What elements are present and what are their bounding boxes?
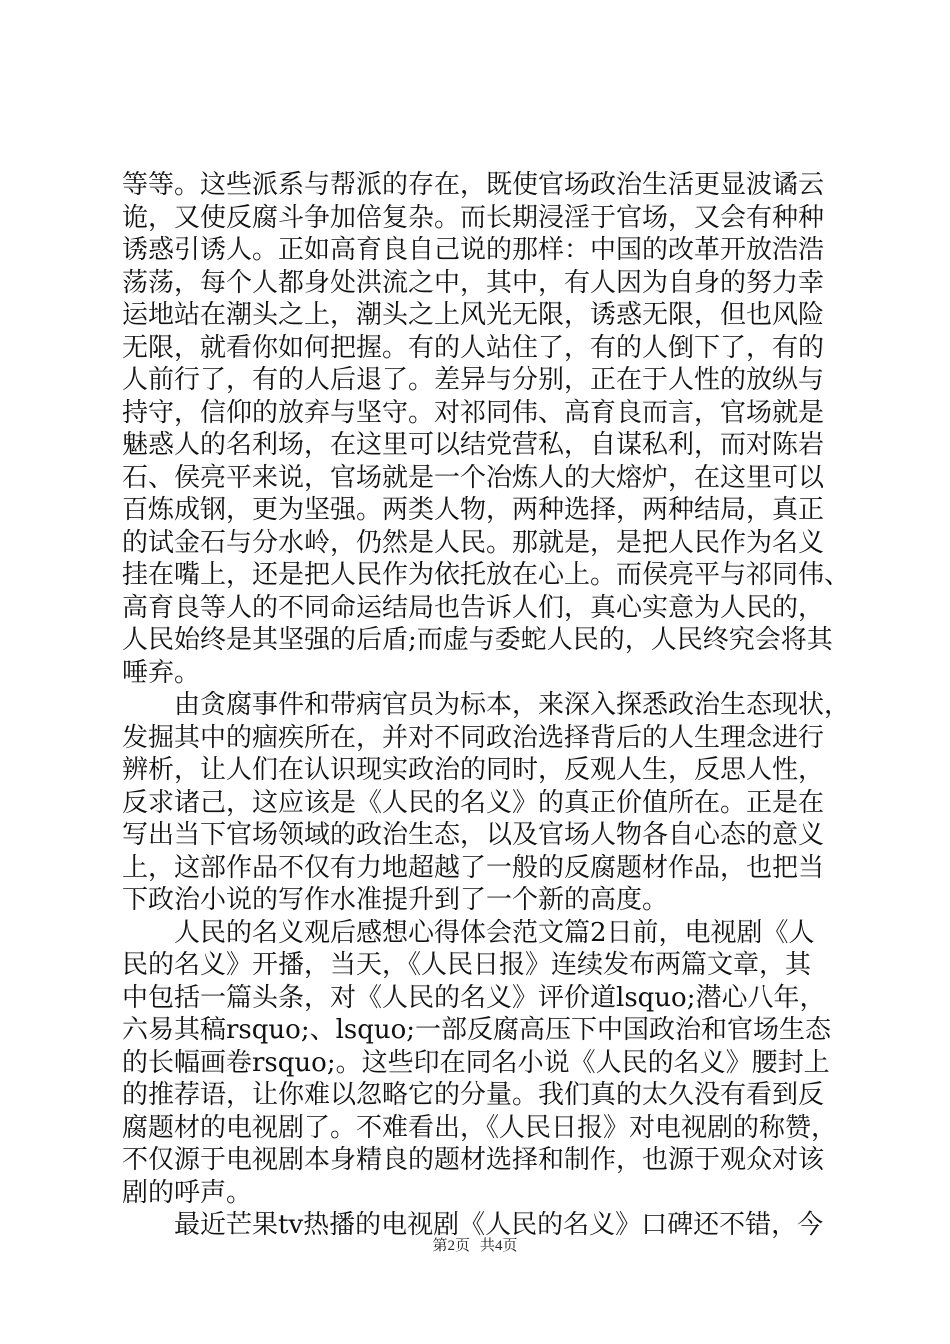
text-line: 高育良等人的不同命运结局也告诉人们，真心实意为人民的，	[122, 592, 825, 623]
text-line: 不仅源于电视剧本身精良的题材选择和制作，也源于观众对该	[122, 1145, 825, 1175]
text-line: 写出当下官场领域的政治生态，以及官场人物各自心态的意义	[122, 820, 825, 850]
text-line: 发掘其中的痼疾所在，并对不同政治选择背后的人生理念进行	[122, 722, 825, 753]
text-line: 中包括一篇头条，对《人民的名义》评价道lsquo;潜心八年，	[122, 982, 826, 1013]
text-line: 由贪腐事件和带病官员为标本，来深入探悉政治生态现状，	[122, 690, 851, 720]
text-line: 六易其稿rsquo;、lsquo;一部反腐高压下中国政治和官场生态	[122, 1015, 832, 1045]
text-line: 下政治小说的写作水准提升到了一个新的高度。	[122, 885, 669, 915]
text-line: 挂在嘴上，还是把人民作为依托放在心上。而侯亮平与祁同伟、	[122, 560, 851, 590]
document-body	[122, 169, 851, 1242]
text-line: 无限，就看你如何把握。有的人站住了，有的人倒下了，有的	[122, 332, 825, 363]
text-line: 诡，又使反腐斗争加倍复杂。而长期浸淫于官场，又会有种种	[122, 202, 825, 233]
text-line: 的长幅画卷rsquo;。这些印在同名小说《人民的名义》腰封上	[122, 1047, 830, 1078]
text-line: 上，这部作品不仅有力地超越了一般的反腐题材作品，也把当	[122, 852, 825, 883]
text-line: 腐题材的电视剧了。不难看出，《人民日报》对电视剧的称赞，	[122, 1112, 838, 1143]
text-line: 剧的呼声。	[122, 1177, 253, 1208]
text-line: 百炼成钢，更为坚强。两类人物，两种选择，两种结局，真正	[122, 495, 825, 525]
text-line: 魅惑人的名利场，在这里可以结党营私，自谋私利，而对陈岩	[122, 430, 825, 460]
text-line: 的推荐语，让你难以忽略它的分量。我们真的太久没有看到反	[122, 1080, 825, 1110]
text-line: 民的名义》开播，当天，《人民日报》连续发布两篇文章，其	[122, 950, 812, 980]
page-total: 共4页	[480, 1238, 518, 1254]
text-line: 等等。这些派系与帮派的存在，既使官场政治生活更显波谲云	[122, 170, 825, 200]
page-footer	[0, 1236, 950, 1256]
text-line: 最近芒果tv热播的电视剧《人民的名义》口碑还不错，今	[122, 1210, 824, 1240]
text-line: 辨析，让人们在认识现实政治的同时，反观人生，反思人性，	[122, 755, 825, 785]
text-line: 反求诸己，这应该是《人民的名义》的真正价值所在。正是在	[122, 787, 825, 818]
page-number: 第2页	[432, 1238, 470, 1254]
text-line: 诱惑引诱人。正如高育良自己说的那样：中国的改革开放浩浩	[122, 235, 825, 265]
text-line: 石、侯亮平来说，官场就是一个冶炼人的大熔炉，在这里可以	[122, 462, 825, 493]
text-line: 人前行了，有的人后退了。差异与分别，正在于人性的放纵与	[122, 365, 825, 395]
text-line: 持守，信仰的放弃与坚守。对祁同伟、高育良而言，官场就是	[122, 397, 825, 428]
text-line: 的试金石与分水岭，仍然是人民。那就是，是把人民作为名义	[122, 527, 825, 558]
text-line: 运地站在潮头之上，潮头之上风光无限，诱惑无限，但也风险	[122, 300, 825, 330]
text-line: 人民的名义观后感想心得体会范文篇2日前，电视剧《人	[122, 917, 815, 948]
text-line: 荡荡，每个人都身处洪流之中，其中，有人因为自身的努力幸	[122, 267, 825, 298]
text-line: 唾弃。	[122, 657, 201, 688]
text-line: 人民始终是其坚强的后盾;而虚与委蛇人民的，人民终究会将其	[122, 625, 833, 655]
